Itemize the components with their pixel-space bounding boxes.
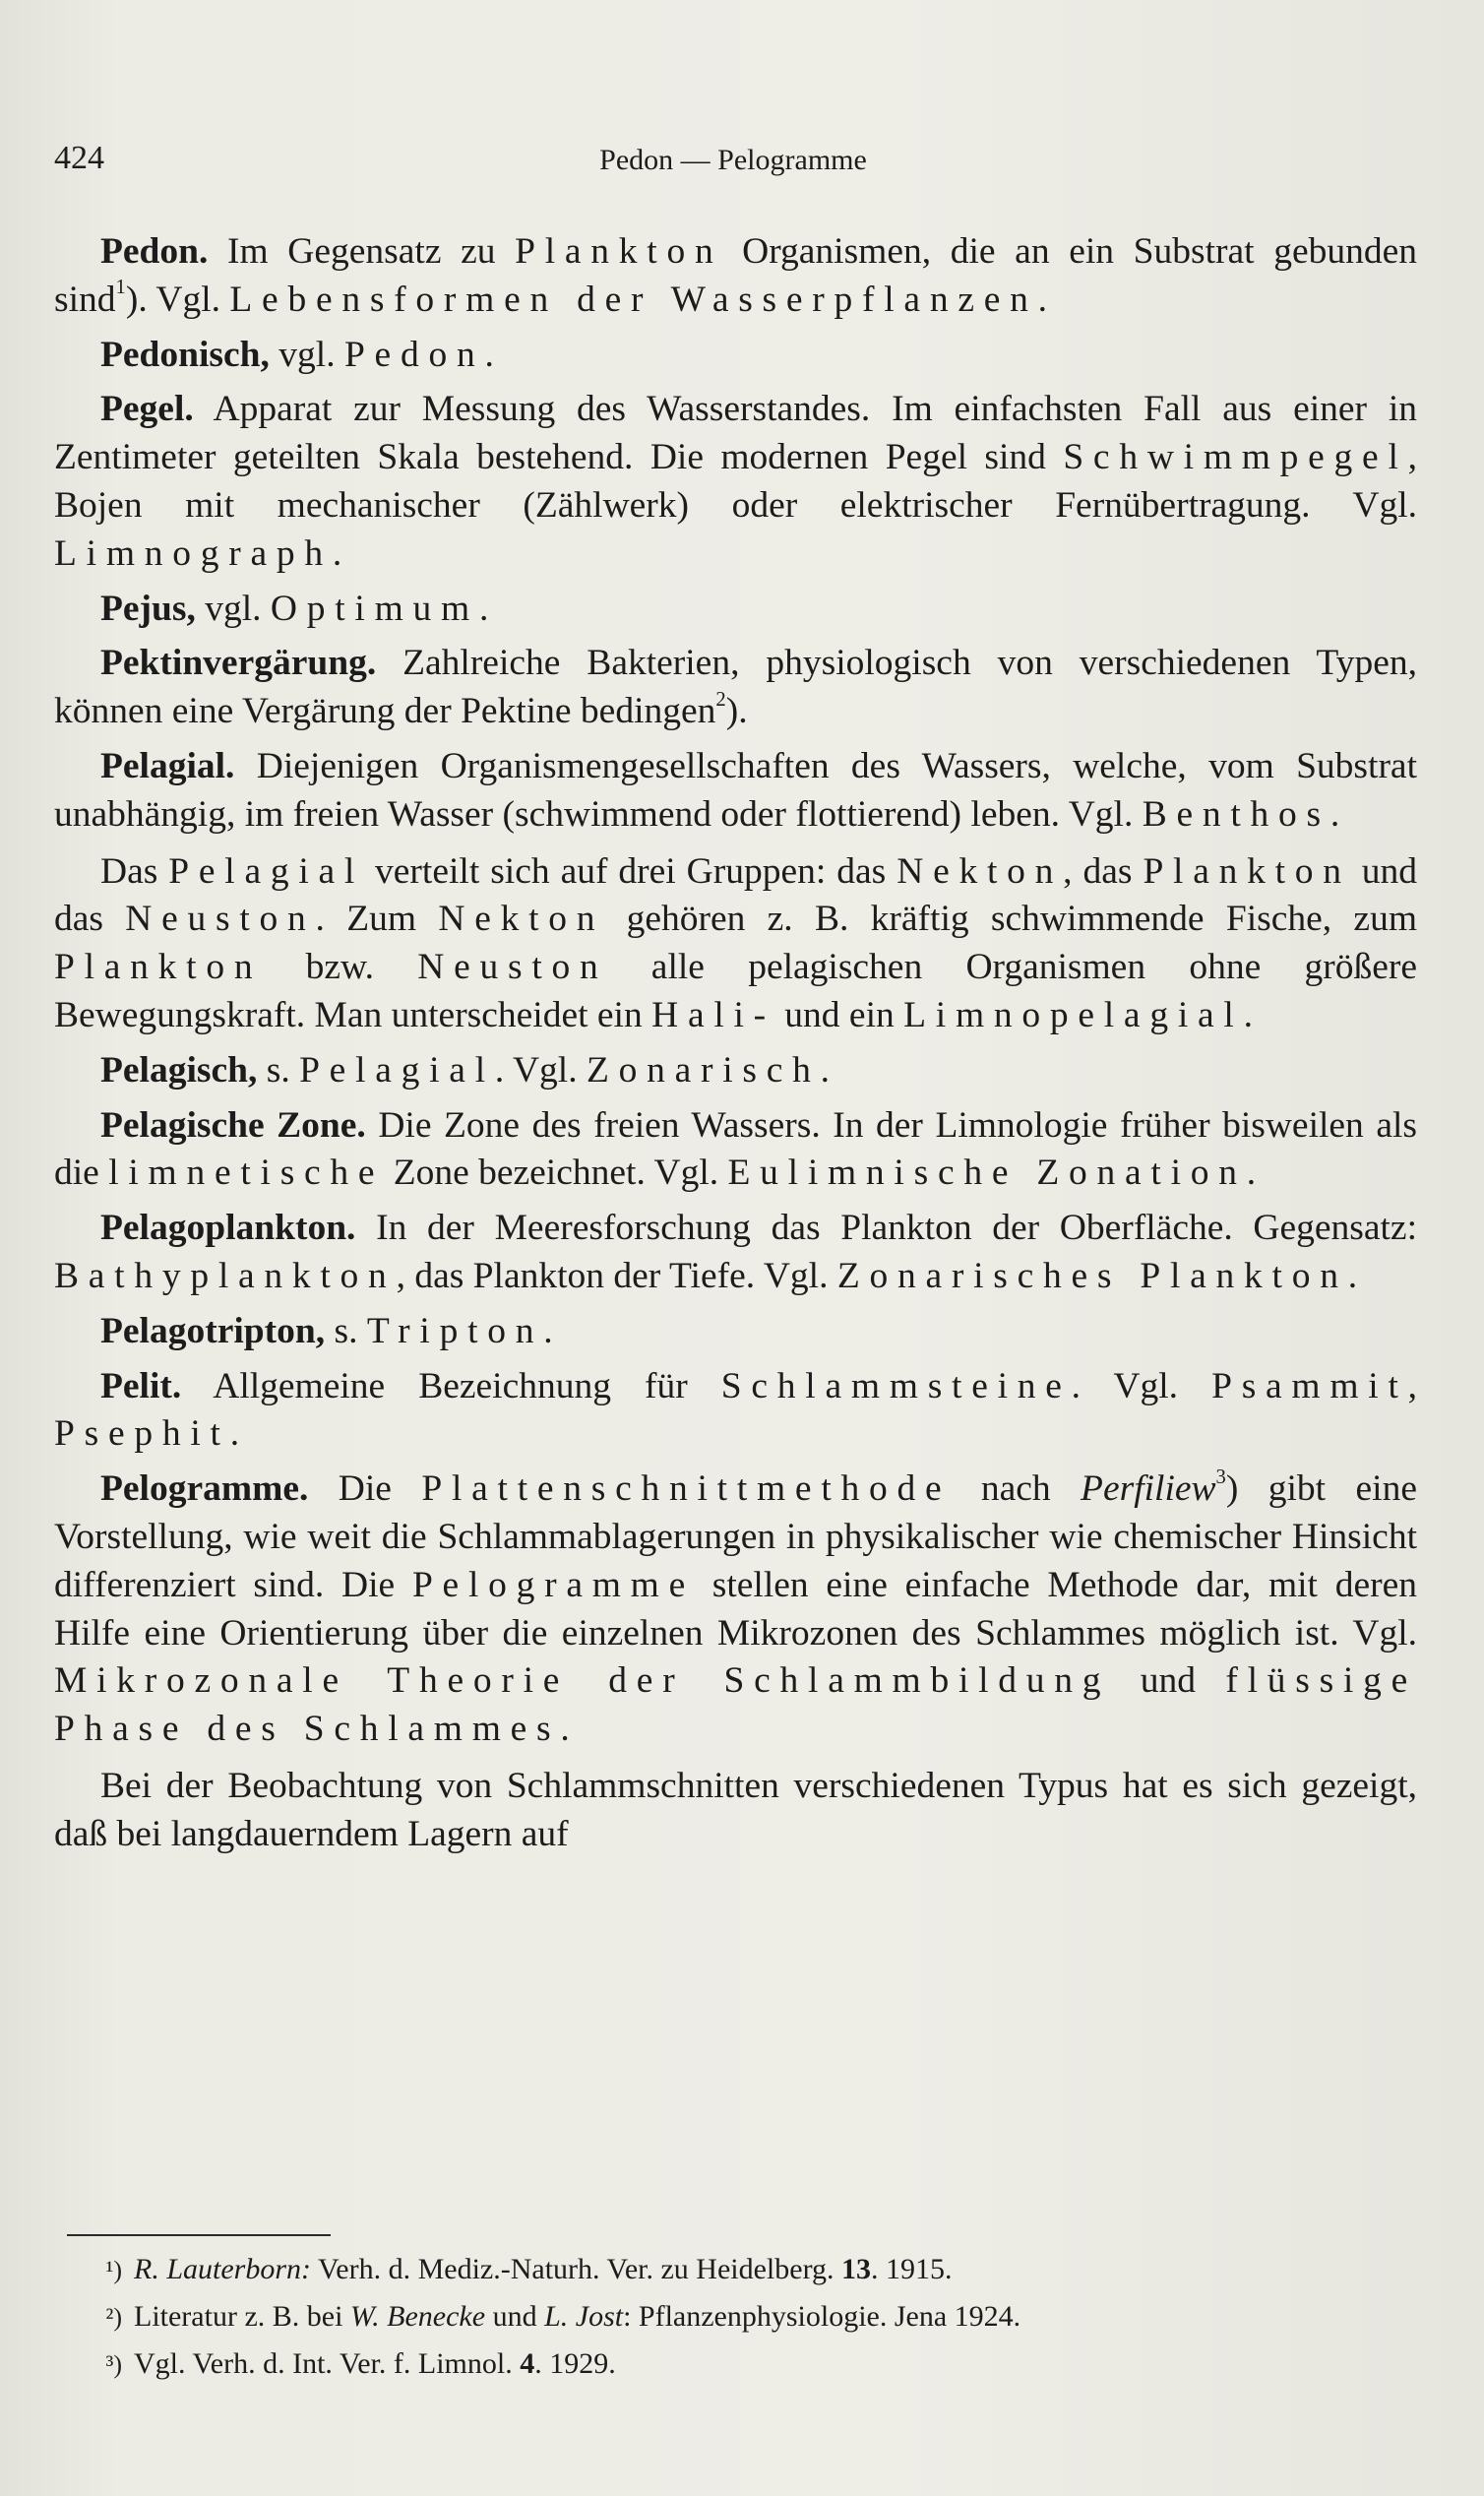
footnote-ref: 1 (115, 277, 126, 299)
footnote-mark: ¹) (105, 2256, 122, 2284)
cross-reference: Zonarisches Plankton (836, 1255, 1348, 1296)
cross-reference: Plankton (515, 231, 723, 272)
cross-reference: Schlammsteine (720, 1365, 1072, 1406)
cross-reference: Optimum (270, 588, 479, 629)
entry-term: Pelagoplankton. (100, 1208, 356, 1249)
cross-reference: flüssige Phase des Schlammes (54, 1660, 1418, 1750)
cross-reference: Limnopelagial (903, 994, 1244, 1035)
entry-pelit: Pelit. Allgemeine Bezeichnung für Schlammsteine. Vgl. Psammit, Psephit. (54, 1365, 1417, 1455)
cross-reference: Neuston (417, 947, 608, 988)
entry-term: Pelagial. (100, 745, 235, 786)
entry-pelagoplankton: Pelagoplankton. In der Meeresforschung das Plankton der Oberfläche. Gegensatz: Bathyplankton, das Plankton der Tiefe. Vgl. Zonarisches Plankton. (54, 1208, 1417, 1296)
cross-reference: Lebensformen der Wasserpflanzen (229, 279, 1038, 320)
page-number: 424 (54, 140, 104, 176)
entry-pelagial: Pelagial. Diejenigen Organismengesellschaften des Wassers, welche, vom Substrat unabhängig, im freien Wasser (schwimmend oder flottierend) leben. Vgl. Benthos. (54, 745, 1417, 835)
cross-reference: Eulimnische Zonation (727, 1153, 1247, 1194)
cross-reference: Bathyplankton (54, 1255, 397, 1296)
entry-term: Pelagisch, (100, 1049, 258, 1091)
cross-reference: Pelogramme (411, 1564, 695, 1605)
author-name: L. Jost (544, 2300, 624, 2333)
cross-reference: Neuston (125, 899, 316, 940)
footnote-2: ²) Literatur z. B. bei W. Benecke und L. Jost: Pflanzenphysiologie. Jena 1924. (67, 2293, 1425, 2340)
running-title: Pedon — Pelogramme (599, 144, 867, 176)
footnote-mark: ²) (105, 2303, 122, 2332)
footnote-ref: 2 (715, 688, 726, 711)
cross-reference: Pelagial (299, 1049, 495, 1091)
entry-term: Pedon. (100, 231, 209, 272)
entry-pelagial-continuation: Das Pelagial verteilt sich auf drei Gruppen: das Nekton, das Plankton und das Neuston. Zum Nekton gehören z. B. kräftig schwimmende Fische, zum Plankton bzw. Neuston alle pelagischen Organismen ohne größere Bewegungskraft. Man unterscheidet ein Hali- und ein Limnopelagial. (54, 850, 1418, 1035)
footnote-mark: ³) (105, 2350, 122, 2379)
entry-pelogramme-continuation: Bei der Beobachtung von Schlammschnitten verschiedenen Typus hat es sich gezeigt, daß bei langdauerndem Lagern auf (54, 1765, 1417, 1854)
entry-term: Pelagotripton, (100, 1310, 326, 1351)
entry-term: Pedonisch, (100, 334, 270, 375)
cross-reference: Pelagial (168, 850, 365, 892)
cross-reference: Benthos (1142, 793, 1330, 835)
entry-term: Pejus, (100, 588, 196, 629)
cross-reference: Limnograph (54, 532, 333, 574)
page-header (54, 140, 1412, 189)
author-name: Perfiliew (1081, 1468, 1216, 1510)
footnote-divider (67, 2234, 331, 2236)
cross-reference: Plankton (54, 947, 263, 988)
footnote-1: ¹) R. Lauterborn: Verh. d. Mediz.-Naturh. Ver. zu Heidelberg. 13. 1915. (67, 2246, 1425, 2293)
entry-term: Pegel. (100, 389, 194, 430)
entry-pedon: Pedon. Im Gegensatz zu Plankton Organismen, die an ein Substrat gebunden sind$^1$). Vgl. Lebensformen der Wasserpflanzen. (54, 231, 1417, 320)
cross-reference: Plattenschnittmethode (421, 1468, 952, 1510)
volume-number: 4 (520, 2347, 535, 2380)
entry-term: Pelagische Zone. (100, 1104, 366, 1146)
entry-pedonisch: Pedonisch, vgl. Pedon. (100, 334, 494, 375)
cross-reference: Pedon (343, 334, 485, 375)
cross-reference: Psammit (1211, 1365, 1408, 1406)
dictionary-entries (54, 228, 1417, 1866)
author-name: R. Lauterborn: (134, 2253, 311, 2285)
cross-reference: Mikrozonale Theorie der Schlammbildung (54, 1660, 1111, 1702)
entry-term: Pelit. (100, 1365, 182, 1406)
volume-number: 13 (841, 2253, 872, 2285)
entry-pelagische-zone: Pelagische Zone. Die Zone des freien Wassers. In der Limnologie früher bisweilen als die limnetische Zone bezeichnet. Vgl. Eulimnische Zonation. (54, 1104, 1417, 1194)
cross-reference: Schwimmpegel (1063, 437, 1408, 478)
cross-reference: Plankton (1143, 850, 1351, 892)
entry-pelagisch: Pelagisch, s. Pelagial. Vgl. Zonarisch. (100, 1049, 831, 1091)
entry-pelagotripton: Pelagotripton, s. Tripton. (100, 1310, 553, 1351)
cross-reference: Zonarisch (586, 1049, 821, 1091)
entry-pektinvergaerung: Pektinvergärung. Zahlreiche Bakterien, physiologisch von verschiedenen Typen, können eine Vergärung der Pektine bedingen$^2$). (54, 643, 1417, 732)
footnote-3: ³) Vgl. Verh. d. Int. Ver. f. Limnol. 4. 1929. (67, 2340, 1425, 2388)
cross-reference: Nekton (438, 899, 605, 940)
author-name: W. Benecke (349, 2300, 486, 2333)
entry-pelogramme: Pelogramme. Die Plattenschnittmethode nach Perfiliew$^3$) gibt eine Vorstellung, wie weit die Schlammablagerungen in physikalischer wie chemischer Hinsicht differenziert sind. Die Pelogramme stellen eine einfache Methode dar, mit deren Hilfe eine Orientierung über die einzelnen Mikrozonen des Schlammes möglich ist. Vgl. Mikrozonale Theorie der Schlammbildung und flüssige Phase des Schlammes. (54, 1466, 1418, 1750)
cross-reference: Psephit (54, 1413, 230, 1455)
entry-term: Pektinvergärung. (100, 643, 377, 684)
footnote-ref: 3 (1215, 1466, 1226, 1488)
entry-pejus: Pejus, vgl. Optimum. (100, 588, 489, 629)
cross-reference: limnetische (108, 1153, 385, 1194)
entry-term: Pelogramme. (100, 1468, 309, 1510)
entry-pegel: Pegel. Apparat zur Messung des Wasserstandes. Im einfachsten Fall aus einer in Zentimeter geteilten Skala bestehend. Die modernen Pegel sind Schwimmpegel, Bojen mit mechanischer (Zählwerk) oder elektrischer Fernübertragung. Vgl. Limnograph. (54, 389, 1417, 574)
cross-reference: Hali- (651, 994, 775, 1035)
cross-reference: Tripton (366, 1310, 544, 1351)
cross-reference: Nekton (897, 850, 1064, 892)
footnotes (67, 2246, 1425, 2388)
